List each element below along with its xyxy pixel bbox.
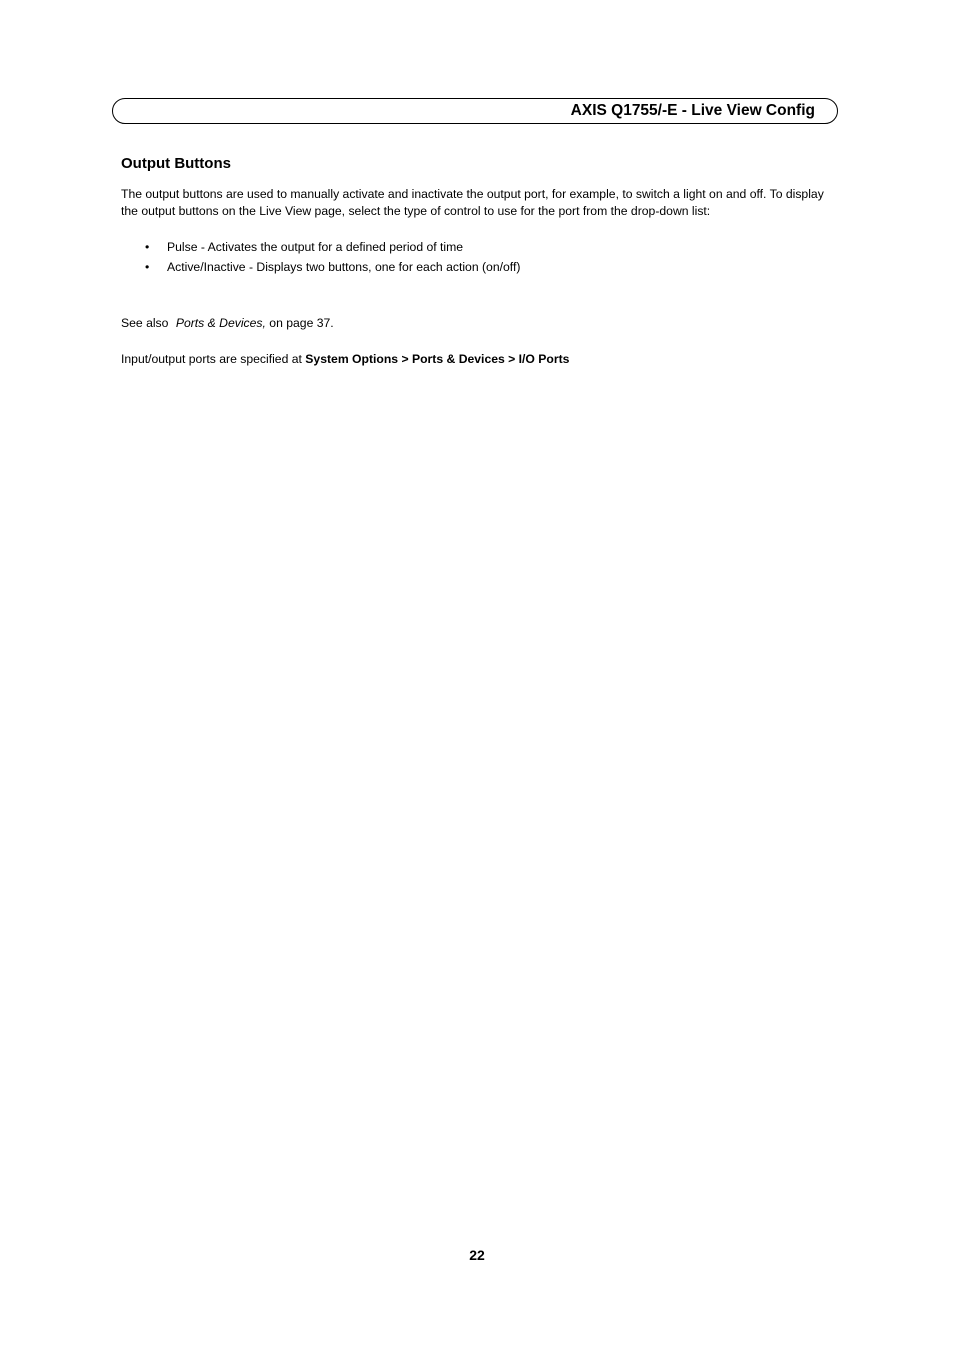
- list-item: [121, 259, 520, 279]
- io-ports-menu-path: System Options > Ports & Devices > I/O Ports: [305, 352, 570, 366]
- header-banner: [112, 98, 838, 124]
- bullet-icon: •: [145, 240, 150, 254]
- page-header-title: AXIS Q1755/-E - Live View Config: [570, 102, 815, 119]
- bullet-text-pulse: Pulse - Activates the output for a defined period of time: [167, 240, 464, 254]
- see-also-line: [121, 315, 334, 332]
- io-ports-line: [121, 351, 569, 368]
- bullet-icon: •: [145, 260, 150, 274]
- list-item: [121, 239, 520, 259]
- see-also-prefix: See also: [121, 316, 169, 330]
- section-heading: Output Buttons: [121, 155, 231, 172]
- bullet-text-active-inactive: Active/Inactive - Displays two buttons, one for each action (on/off): [167, 260, 521, 274]
- ports-devices-link[interactable]: Ports & Devices,: [175, 316, 266, 330]
- io-ports-prefix: Input/output ports are specified at: [121, 352, 306, 366]
- bullet-list: [121, 239, 520, 279]
- page-number: 22: [469, 1247, 485, 1263]
- intro-paragraph: The output buttons are used to manually activate and inactivate the output port, for example, to switch a light on and off. To display the output buttons on the Live View page, select the type of control to use for the port from the drop-down list:: [121, 187, 824, 218]
- see-also-suffix: on page 37.: [265, 316, 334, 330]
